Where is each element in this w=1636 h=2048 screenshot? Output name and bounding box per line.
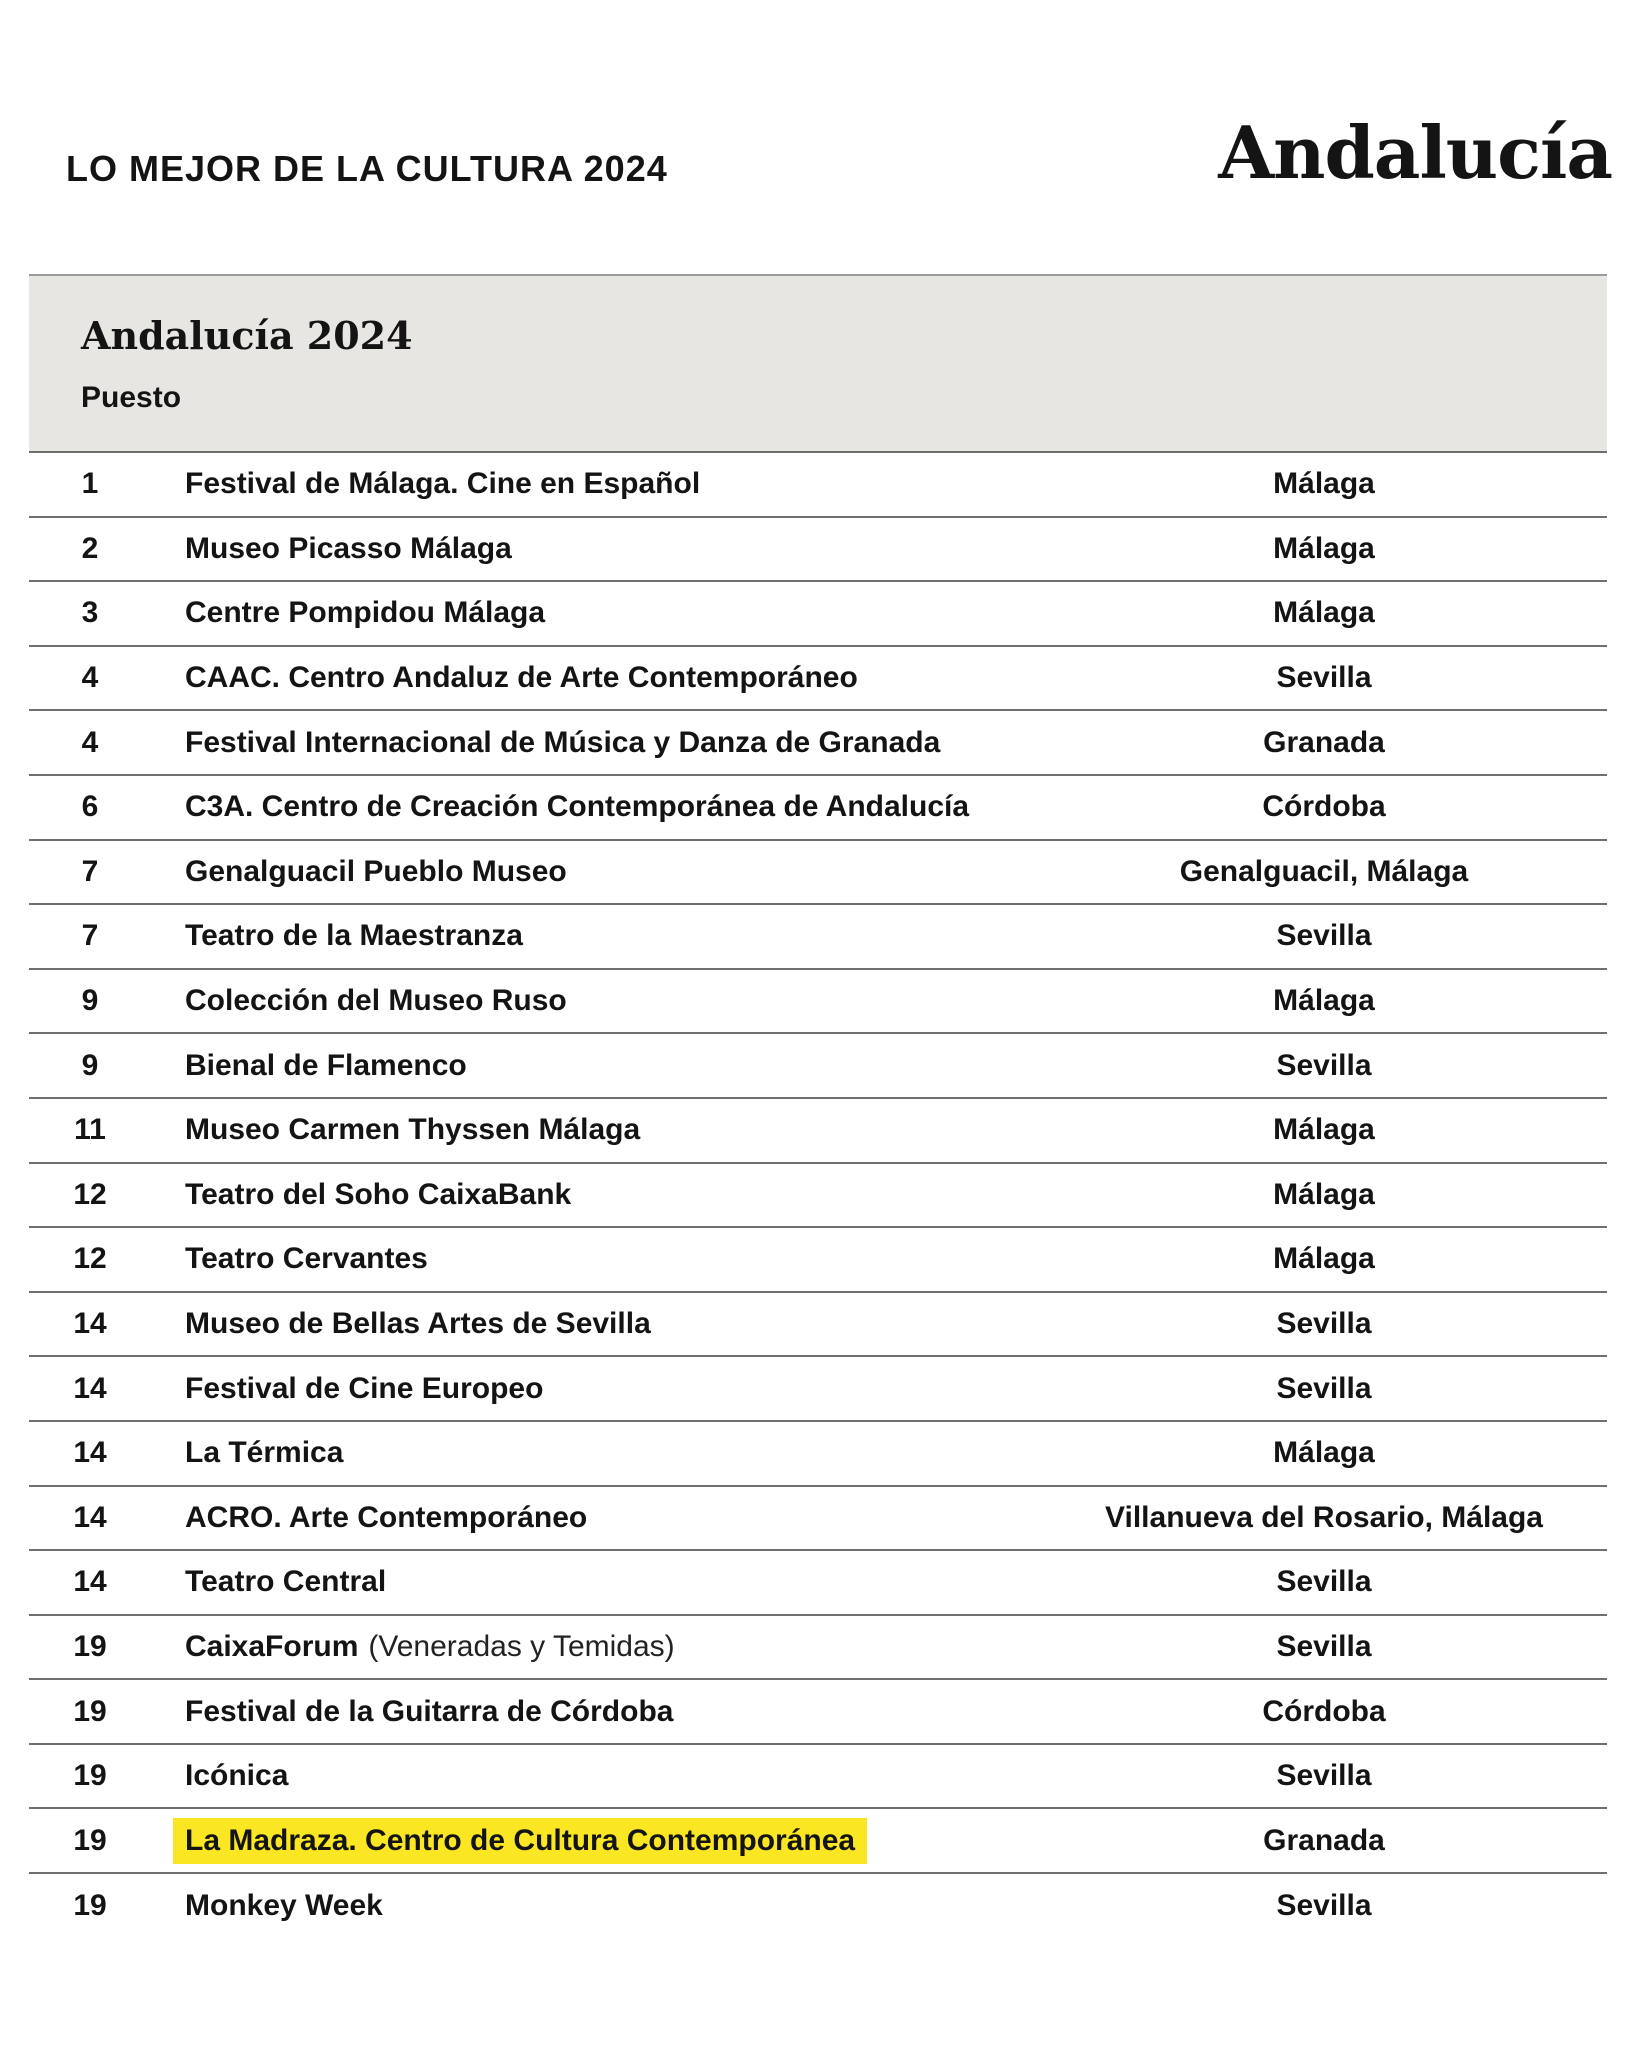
venue-name: Festival de Cine Europeo [185,1371,544,1405]
city-cell: Villanueva del Rosario, Málaga [1105,1500,1543,1534]
city-cell: Sevilla [1276,1629,1372,1663]
city-cell: Málaga [1273,467,1375,501]
rank-cell: 2 [81,531,99,565]
table-row [29,1422,1607,1487]
name-cell [185,518,512,581]
table-row [29,1809,1607,1874]
rank-cell: 14 [73,1371,107,1405]
table-row [29,776,1607,841]
rank-cell: 14 [73,1565,107,1599]
name-cell [185,1422,343,1485]
name-cell [185,1228,428,1291]
rank-cell: 7 [81,854,99,888]
table-row [29,1164,1607,1229]
name-cell [185,711,940,774]
rank-cell: 9 [81,1048,99,1082]
city-cell: Sevilla [1276,919,1372,953]
venue-name: Colección del Museo Ruso [185,984,567,1018]
rank-cell: 19 [73,1823,107,1857]
rank-cell: 7 [81,919,99,953]
venue-name: CaixaForum [185,1629,359,1663]
rank-cell: 3 [81,596,99,630]
city-cell: Sevilla [1276,1759,1372,1793]
rank-column-label: Puesto [81,381,182,414]
rank-cell: 12 [73,1177,107,1211]
venue-name: Festival de Málaga. Cine en Español [185,467,701,501]
city-cell: Sevilla [1276,1048,1372,1082]
venue-name: Museo de Bellas Artes de Sevilla [185,1307,651,1341]
venue-name: ACRO. Arte Contemporáneo [185,1500,588,1534]
city-cell: Sevilla [1276,1371,1372,1405]
rank-cell: 4 [81,725,99,759]
venue-name: Festival Internacional de Música y Danza de Granada [185,725,941,759]
table-row [29,1228,1607,1293]
table-row [29,711,1607,776]
city-cell: Sevilla [1276,661,1372,695]
ranking-list [29,453,1607,1939]
table-row [29,1357,1607,1422]
name-cell [185,1034,467,1097]
name-cell [185,776,969,839]
city-cell: Granada [1263,725,1385,759]
city-cell: Málaga [1273,1177,1375,1211]
name-cell [185,1874,383,1939]
rank-cell: 19 [73,1629,107,1663]
table-row [29,518,1607,583]
table-title: Andalucía 2024 [81,313,413,358]
venue-name: La Térmica [185,1436,344,1470]
name-cell [185,647,858,710]
table-row [29,1745,1607,1810]
city-cell: Málaga [1273,1436,1375,1470]
venue-name: Teatro del Soho CaixaBank [185,1177,572,1211]
highlighted-name: La Madraza. Centro de Cultura Contemporánea [173,1818,867,1864]
name-cell [185,1745,288,1808]
table-row [29,1551,1607,1616]
city-cell: Málaga [1273,596,1375,630]
city-cell: Sevilla [1276,1889,1372,1923]
city-cell: Córdoba [1262,1694,1386,1728]
city-cell: Málaga [1273,1242,1375,1276]
venue-name: Festival de la Guitarra de Córdoba [185,1694,674,1728]
venue-name: Teatro Central [185,1565,387,1599]
table-row [29,1034,1607,1099]
name-cell [185,582,545,645]
rank-cell: 19 [73,1889,107,1923]
city-cell: Málaga [1273,984,1375,1018]
table-row [29,1487,1607,1552]
city-cell: Granada [1263,1823,1385,1857]
name-cell [185,1680,673,1743]
rank-cell: 12 [73,1242,107,1276]
table-row [29,1293,1607,1358]
rank-cell: 6 [81,790,99,824]
table-row [29,970,1607,1035]
name-cell [185,970,567,1033]
name-cell [185,1809,867,1872]
name-cell [185,453,700,516]
name-cell [185,1487,587,1550]
rank-cell: 14 [73,1436,107,1470]
venue-name: Bienal de Flamenco [185,1048,467,1082]
table-row [29,582,1607,647]
venue-name: CAAC. Centro Andaluz de Arte Contemporáneo [185,661,858,695]
rank-cell: 1 [81,467,99,501]
table-row [29,1680,1607,1745]
city-cell: Málaga [1273,1113,1375,1147]
venue-name: Centre Pompidou Málaga [185,596,546,630]
venue-name: Teatro de la Maestranza [185,919,523,953]
name-cell [185,841,567,904]
name-cell [185,1551,386,1614]
rank-cell: 4 [81,661,99,695]
city-cell: Sevilla [1276,1565,1372,1599]
table-row [29,647,1607,712]
rank-cell: 14 [73,1500,107,1534]
table-header [29,274,1607,453]
venue-name: Monkey Week [185,1889,383,1923]
name-cell [185,1164,571,1227]
name-cell [185,1293,651,1356]
venue-name: C3A. Centro de Creación Contemporánea de Andalucía [185,790,970,824]
rank-cell: 19 [73,1759,107,1793]
table-row [29,453,1607,518]
venue-name: Museo Picasso Málaga [185,531,512,565]
name-cell [185,1357,543,1420]
city-cell: Sevilla [1276,1307,1372,1341]
rank-cell: 14 [73,1307,107,1341]
page-title: LO MEJOR DE LA CULTURA 2024 [66,148,668,189]
name-cell [185,1616,675,1679]
table-row [29,1616,1607,1681]
venue-name: Teatro Cervantes [185,1242,428,1276]
rank-cell: 9 [81,984,99,1018]
city-cell: Málaga [1273,531,1375,565]
venue-note: (Veneradas y Temidas) [368,1629,675,1663]
table-row [29,841,1607,906]
city-cell: Córdoba [1262,790,1386,824]
venue-name: Genalguacil Pueblo Museo [185,854,567,888]
table-row [29,1099,1607,1164]
rank-cell: 11 [74,1113,106,1147]
table-row [29,905,1607,970]
name-cell [185,905,523,968]
table-row [29,1874,1607,1939]
venue-name: Museo Carmen Thyssen Málaga [185,1113,641,1147]
name-cell [185,1099,640,1162]
venue-name: Icónica [185,1759,289,1793]
city-cell: Genalguacil, Málaga [1179,854,1469,888]
brand-logo: Andalucía [1218,110,1612,195]
rank-cell: 19 [73,1694,107,1728]
